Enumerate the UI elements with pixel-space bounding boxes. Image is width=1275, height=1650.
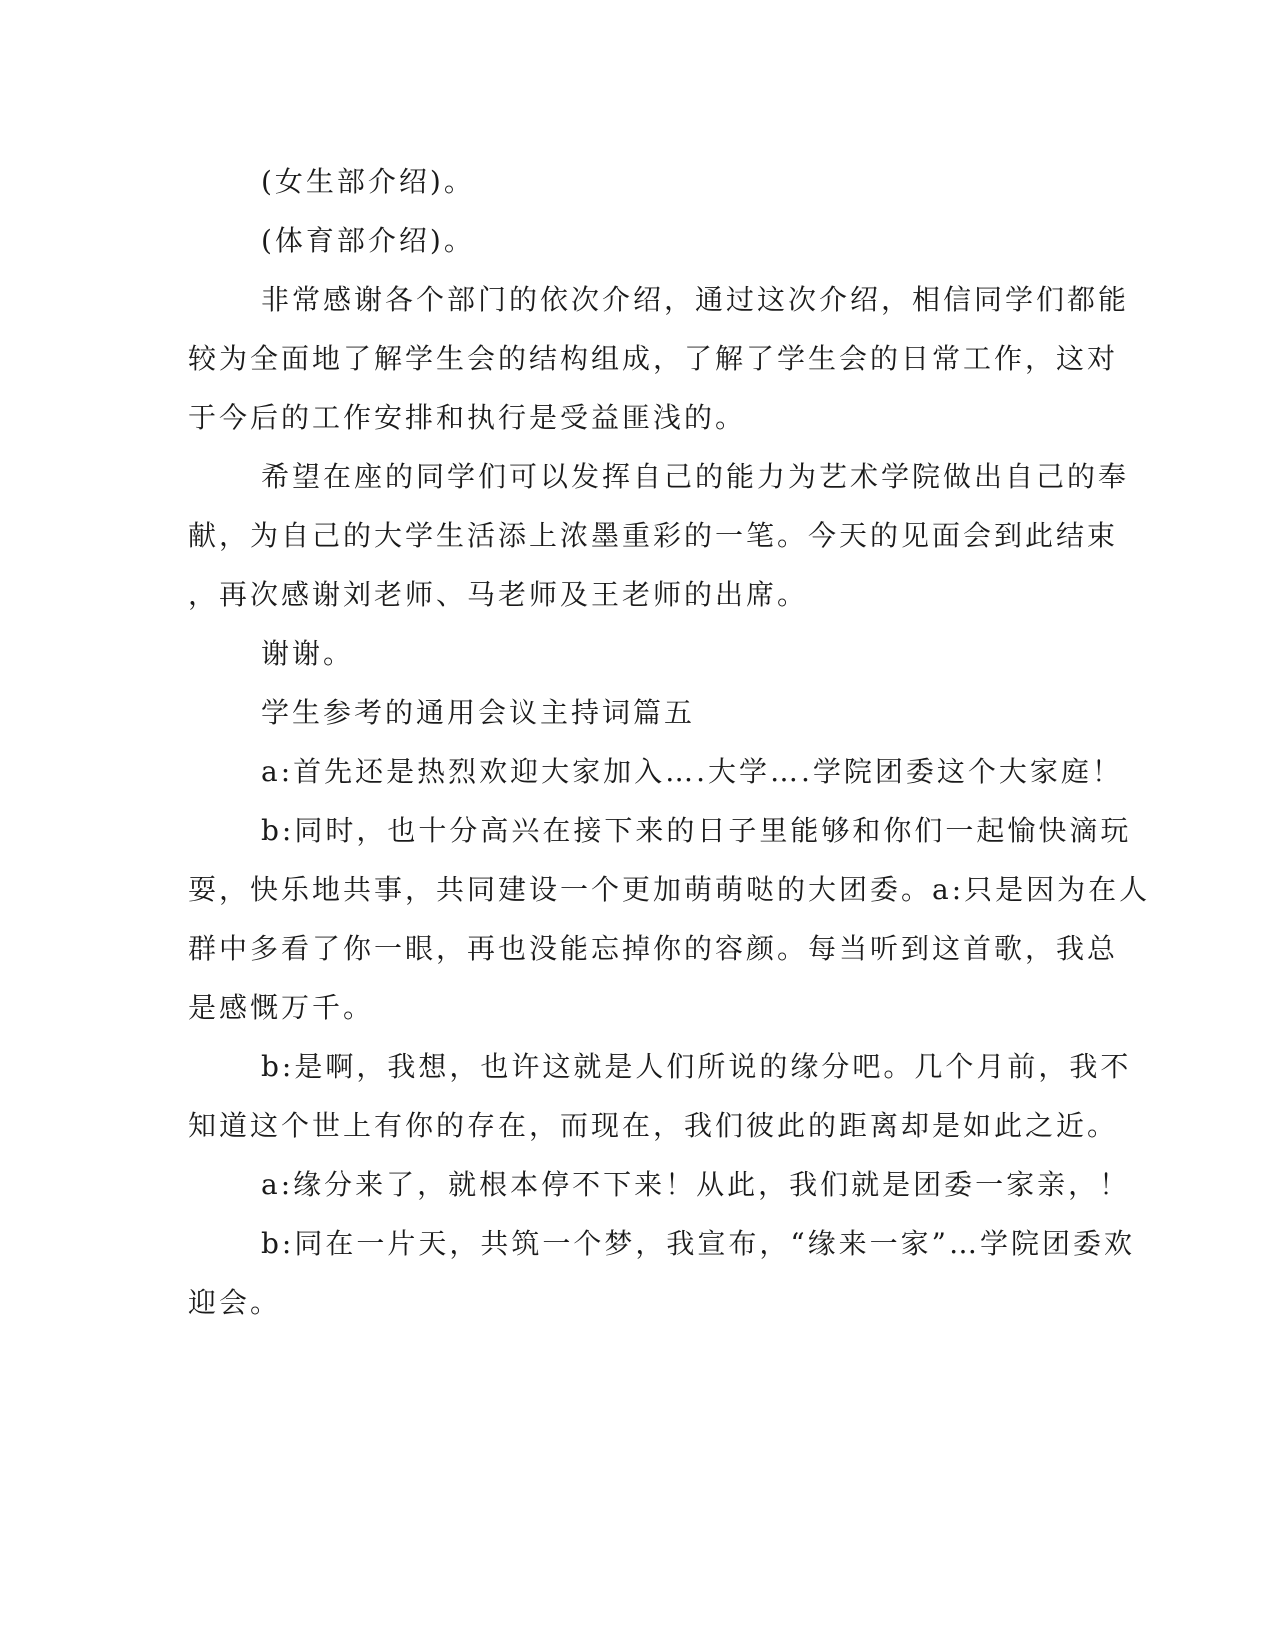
text-line: ，再次感谢刘老师、马老师及王老师的出席。 <box>188 578 809 611</box>
text-line: 耍，快乐地共事，共同建设一个更加萌萌哒的大团委。a:只是因为在人 <box>188 873 1151 906</box>
section-heading: 学生参考的通用会议主持词篇五 <box>261 696 696 729</box>
text-line: 非常感谢各个部门的依次介绍，通过这次介绍，相信同学们都能 <box>261 283 1130 316</box>
text-line: 较为全面地了解学生会的结构组成，了解了学生会的日常工作，这对 <box>188 342 1119 375</box>
text-line: b:同在一片天，共筑一个梦，我宣布，“缘来一家”…学院团委欢 <box>261 1227 1135 1260</box>
text-line: 希望在座的同学们可以发挥自己的能力为艺术学院做出自己的奉 <box>261 460 1130 493</box>
text-line: 是感慨万千。 <box>188 991 375 1024</box>
text-line: 献，为自己的大学生活添上浓墨重彩的一笔。今天的见面会到此结束 <box>188 519 1119 552</box>
text-line: (女生部介绍)。 <box>261 165 475 198</box>
text-line: 迎会。 <box>188 1286 282 1319</box>
text-line: a:首先还是热烈欢迎大家加入….大学….学院团委这个大家庭！ <box>261 755 1123 788</box>
text-line: 知道这个世上有你的存在，而现在，我们彼此的距离却是如此之近。 <box>188 1109 1119 1142</box>
text-line: a:缘分来了，就根本停不下来！从此，我们就是团委一家亲，！ <box>261 1168 1131 1201</box>
text-line: b:是啊，我想，也许这就是人们所说的缘分吧。几个月前，我不 <box>261 1050 1132 1083</box>
text-line: b:同时，也十分高兴在接下来的日子里能够和你们一起愉快滴玩 <box>261 814 1132 847</box>
text-line: 群中多看了你一眼，再也没能忘掉你的容颜。每当听到这首歌，我总 <box>188 932 1119 965</box>
text-line: 谢谢。 <box>261 637 355 670</box>
text-line: (体育部介绍)。 <box>261 224 475 257</box>
text-line: 于今后的工作安排和执行是受益匪浅的。 <box>188 401 747 434</box>
